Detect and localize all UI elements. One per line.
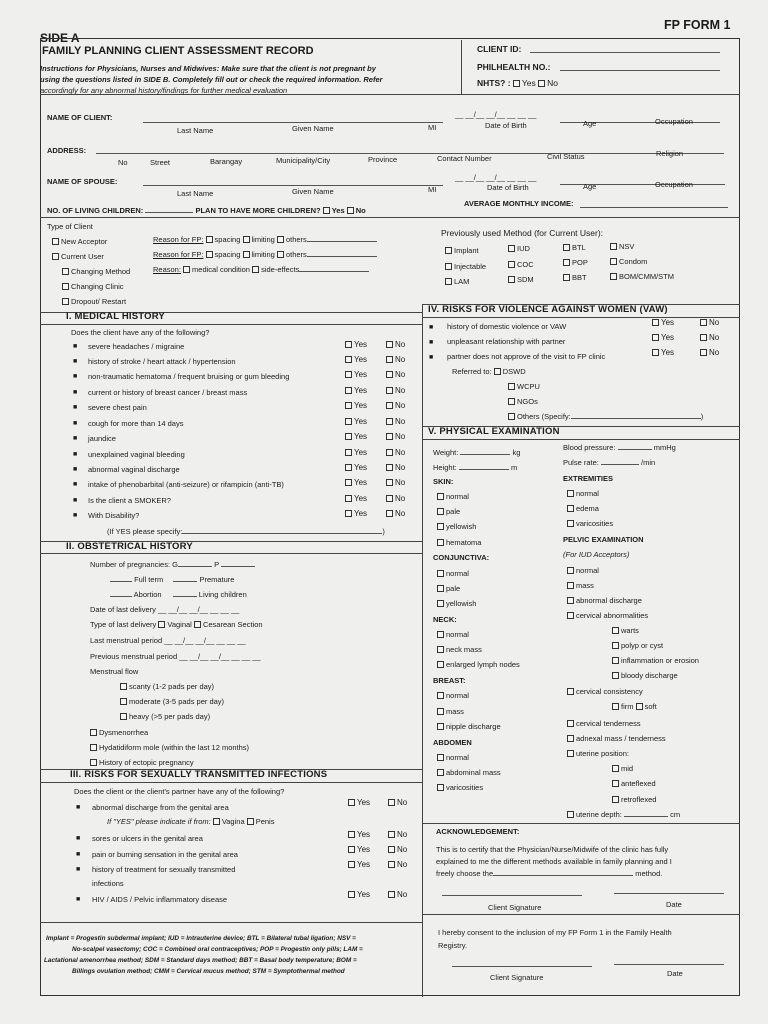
street-caption: Street [150,158,171,167]
medical-item-5-label: cough for more than 14 days [88,419,184,428]
breast-nipple-discharge[interactable]: nipple discharge [437,722,501,731]
referred-row: Referred to: DSWD [452,367,526,376]
sti-question: Does the client or the client's partner have any of the following? [74,787,285,796]
physical-exam-title: V. PHYSICAL EXAMINATION [428,426,560,437]
current-user-option[interactable]: Current User [52,252,104,261]
more-children-yes-checkbox[interactable] [323,207,330,214]
soft-checkbox[interactable] [636,703,643,710]
flow-heavy[interactable]: heavy (>5 per pads day) [120,712,210,721]
bullet: ■ [429,339,434,346]
last-delivery-date[interactable]: __ __/__ __/__ __ __ __ [157,605,240,614]
uterus-retroflexed[interactable]: retroflexed [612,795,656,804]
instructions-line2: using the questions listed in SIDE B. Completely fill out or check the required information. Refer [40,75,383,84]
sti-pain-no[interactable]: No [388,845,407,854]
medical-item-10-no[interactable]: No [386,494,405,503]
client-signature-line-2[interactable] [452,966,592,967]
cu-spacing-checkbox[interactable] [206,251,213,258]
lmp-row: Last menstrual period __ __/__ __/__ __ __ __ [90,636,246,645]
vagina-checkbox[interactable] [213,818,220,825]
pregnancies-row: Number of pregnancies: G P [90,560,255,569]
ext-normal[interactable]: normal [567,489,599,498]
ack-line2: explained to me the different methods available in family planning and I [436,857,672,866]
medical-item-3-label: current or history of breast cancer / breast mass [88,388,248,397]
sti-sores-label: sores or ulcers in the genital area [92,834,203,843]
reason-spacing-checkbox[interactable] [206,236,213,243]
occupation-caption: Occupation [655,117,693,126]
date-caption-2: Date [667,969,683,978]
medical-item-9-label: intake of phenobarbital (anti-seizure) or rifampicin (anti-TB) [88,480,284,489]
bullet: ■ [76,866,81,873]
consent-line2: Registry. [438,941,468,950]
vaw-domestic-yes[interactable]: Yes [652,318,674,327]
given-name-caption: Given Name [292,124,334,133]
lmp-date[interactable]: __ __/__ __/__ __ __ __ [164,636,246,645]
medical-item-10-yes[interactable]: Yes [345,494,367,503]
vaw-partner-yes[interactable]: Yes [652,348,674,357]
bullet: ■ [429,354,434,361]
adnexal-mass[interactable]: adnexal mass / tenderness [567,734,666,743]
last-name-caption: Last Name [177,126,214,135]
record-title: FAMILY PLANNING CLIENT ASSESSMENT RECORD [42,45,314,57]
medical-item-7-label: unexplained vaginal bleeding [88,450,185,459]
bullet: ■ [73,435,78,442]
abdomen-normal[interactable]: normal [437,753,469,762]
instructions-line1: Instructions for Physicians, Nurses and Midwives: Make sure that the client is not pregnant by [40,64,376,73]
medical-item-4-label: severe chest pain [88,403,147,412]
children-field[interactable] [145,212,193,213]
spouse-dob-field[interactable]: __ __/__ __/__ __ __ __ [455,173,537,182]
chosen-method-field[interactable] [493,875,633,876]
new-acceptor-option[interactable]: New Acceptor [52,237,107,246]
living-children-field[interactable] [173,596,197,597]
bp-row: Blood pressure: mmHg [563,443,676,452]
sti-pain-yes[interactable]: Yes [348,845,370,854]
nhts-label: NHTS? : Yes No [477,78,559,88]
sti-source-row: If "YES" please indicate if from: Vagina Penis [107,817,275,826]
sti-discharge-yes[interactable]: Yes [348,798,370,807]
philhealth-label: PHILHEALTH NO.: [477,62,551,72]
income-label: AVERAGE MONTHLY INCOME: [464,199,574,208]
spouse-given-name-caption: Given Name [292,187,334,196]
vaw-title: IV. RISKS FOR VIOLENCE AGAINST WOMEN (VAW) [428,304,668,315]
address-no-caption: No [118,158,128,167]
client-name-label: NAME OF CLIENT: [47,113,113,122]
sti-sores-yes[interactable]: Yes [348,830,370,839]
uterine-depth[interactable]: uterine depth: cm [567,810,680,819]
breast-mass[interactable]: mass [437,707,464,716]
sti-sores-no[interactable]: No [388,830,407,839]
weight-field[interactable] [460,454,510,455]
method-condom[interactable]: Condom [610,257,647,266]
prev-method-title: Previously used Method (for Current User): [441,228,604,238]
breast-normal[interactable]: normal [437,691,469,700]
instructions-line3: accordingly for any abnormal history/findings for further medical evaluation [40,86,288,95]
client-signature-line-1[interactable] [442,895,582,896]
skin-yellowish[interactable]: yellowish [437,522,476,531]
method-nsv[interactable]: NSV [610,242,634,251]
pelvic-mass[interactable]: mass [567,581,594,590]
cervical-tenderness[interactable]: cervical tenderness [567,719,641,728]
spouse-last-name-caption: Last Name [177,189,214,198]
medical-item-0-label: severe headaches / migraine [88,342,185,351]
vaw-partner-label: partner does not approve of the visit to FP clinic [447,352,606,361]
consent-line1: I hereby consent to the inclusion of my FP Form 1 in the Family Health [438,928,672,937]
vaw-partner-no[interactable]: No [700,348,719,357]
method-btl[interactable]: BTL [563,243,586,252]
abortion-field[interactable] [110,596,132,597]
sti-hiv-yes[interactable]: Yes [348,890,370,899]
vaw-others-option[interactable]: Others (Specify: ) [508,412,703,421]
legend-line1: Implant = Progestin subdermal implant; IUD = Intrauterine device; BTL = Bilateral tubal ligation; NSV = [46,935,356,942]
conj-yellowish[interactable]: yellowish [437,599,476,608]
medical-item-0-yes[interactable]: Yes [345,340,367,349]
sti-treatment-label: history of treatment for sexually transmitted [92,865,236,874]
medical-item-2-no[interactable]: No [386,370,405,379]
disability-specify-field[interactable] [182,533,382,534]
medical-item-11-label: With Disability? [88,511,140,520]
method-bom[interactable]: BOM/CMM/STM [610,272,674,281]
bullet: ■ [73,343,78,350]
mi-caption: MI [428,123,437,132]
medical-condition-checkbox[interactable] [183,266,190,273]
wcpu-option[interactable]: WCPU [508,382,540,391]
ack-title: ACKNOWLEDGEMENT: [436,827,520,836]
term-row: Full term Premature [110,575,234,584]
legend-line3: Lactational amenorrhea method; SDM = Standard days method; BBT = Basal body temperature; BOM = [44,957,357,964]
pmp-row: Previous menstrual period __ __/__ __/__ __ __ __ [90,652,261,661]
method-iud[interactable]: IUD [508,244,530,253]
changing-method-option[interactable]: Changing Method [62,267,130,276]
medical-item-9-yes[interactable]: Yes [345,478,367,487]
hydatidiform-option[interactable]: Hydatidiform mole (within the last 12 months) [90,743,249,752]
sti-discharge-label: abnormal discharge from the genital area [92,803,229,812]
spouse-occupation-caption: Occupation [655,180,693,189]
medical-item-9-no[interactable]: No [386,478,405,487]
medical-question: Does the client have any of the following? [71,328,210,337]
method-injectable[interactable]: Injectable [445,262,486,271]
client-dob-field[interactable]: __ __/__ __/__ __ __ __ [455,110,537,119]
changing-clinic-option[interactable]: Changing Clinic [62,282,124,291]
uterus-anteflexed[interactable]: anteflexed [612,779,656,788]
bullet: ■ [76,851,81,858]
abdomen-varicosities[interactable]: varicosities [437,783,483,792]
sti-infections-label: infections [92,879,124,888]
spouse-dob-caption: Date of Birth [487,183,529,192]
ext-edema[interactable]: edema [567,504,599,513]
medical-item-5-yes[interactable]: Yes [345,417,367,426]
flow-scanty[interactable]: scanty (1-2 pads per day) [120,682,214,691]
date-caption-1: Date [666,900,682,909]
cu-limiting-checkbox[interactable] [243,251,250,258]
medical-item-1-label: history of stroke / heart attack / hypertension [88,357,236,366]
cervix-warts[interactable]: warts [612,626,639,635]
municipality-caption: Municipality/City [276,156,331,165]
province-caption: Province [368,155,398,164]
client-signature-caption-1: Client Signature [488,903,542,912]
conj-normal[interactable]: normal [437,569,469,578]
ack-line3: freely choose the method. [436,869,663,878]
sti-pain-label: pain or burning sensation in the genital area [92,850,238,859]
conjunctiva-label: CONJUNCTIVA: [433,553,490,562]
cervical-consistency[interactable]: cervical consistency [567,687,643,696]
abdomen-mass[interactable]: abdominal mass [437,768,501,777]
side-effects-checkbox[interactable] [252,266,259,273]
sti-hiv-label: HIV / AIDS / Pelvic inflammatory disease [92,895,228,904]
bullet: ■ [76,835,81,842]
cervical-abnormalities[interactable]: cervical abnormalities [567,611,648,620]
medical-item-5-no[interactable]: No [386,417,405,426]
new-acceptor-reasons: Reason for FP: spacing limiting others [153,235,377,244]
current-user-reasons: Reason for FP: spacing limiting others [153,250,377,259]
neck-lymph-nodes[interactable]: enlarged lymph nodes [437,660,520,669]
method-sdm[interactable]: SDM [508,275,534,284]
para-field[interactable] [221,566,255,567]
dob-caption: Date of Birth [485,121,527,130]
bullet: ■ [73,420,78,427]
ectopic-option[interactable]: History of ectopic pregnancy [90,758,194,767]
income-field[interactable] [580,207,728,208]
firm-checkbox[interactable] [612,703,619,710]
side-label: SIDE A [40,31,80,45]
nhts-yes-checkbox[interactable] [513,80,520,87]
neck-mass[interactable]: neck mass [437,645,482,654]
contact-caption: Contact Number [437,154,492,163]
spouse-mi-caption: MI [428,185,437,194]
dswd-checkbox[interactable] [494,368,501,375]
medical-item-7-no[interactable]: No [386,448,405,457]
bullet: ■ [73,481,78,488]
vaginal-checkbox[interactable] [158,621,165,628]
medical-item-0-no[interactable]: No [386,340,405,349]
dropout-option[interactable]: Dropout/ Restart [62,297,126,306]
date-line-1[interactable] [614,893,724,894]
sti-treatment-yes[interactable]: Yes [348,860,370,869]
bullet: ■ [73,497,78,504]
bullet: ■ [73,466,78,473]
sti-discharge-no[interactable]: No [388,798,407,807]
medical-item-10-label: Is the client a SMOKER? [88,496,171,505]
medical-history-title: I. MEDICAL HISTORY [66,311,165,322]
menstrual-flow-label: Menstrual flow [90,667,139,676]
address-label: ADDRESS: [47,146,87,155]
form-number: FP FORM 1 [664,18,731,32]
premature-field[interactable] [173,581,197,582]
neck-normal[interactable]: normal [437,630,469,639]
consistency-options: firm soft [612,702,657,711]
skin-hematoma[interactable]: hematoma [437,538,481,547]
nhts-no-checkbox[interactable] [538,80,545,87]
medical-item-3-no[interactable]: No [386,386,405,395]
weight-row: Weight: kg [433,448,521,457]
bullet: ■ [73,404,78,411]
sti-hiv-no[interactable]: No [388,890,407,899]
penis-checkbox[interactable] [247,818,254,825]
bullet: ■ [76,896,81,903]
medical-item-4-yes[interactable]: Yes [345,401,367,410]
sti-treatment-no[interactable]: No [388,860,407,869]
client-id-label: CLIENT ID: [477,44,522,54]
extremities-label: EXTREMITIES [563,474,614,483]
spouse-name-field[interactable] [143,185,443,186]
abortion-row: Abortion Living children [110,590,247,599]
skin-label: SKIN: [433,477,454,486]
method-coc[interactable]: COC [508,260,534,269]
medical-item-6-label: jaundice [88,434,116,443]
reason-others-checkbox[interactable] [277,236,284,243]
client-name-field[interactable] [143,122,443,123]
iud-note: (For IUD Acceptors) [563,550,630,559]
medical-item-7-yes[interactable]: Yes [345,448,367,457]
vaw-relationship-no[interactable]: No [700,333,719,342]
cervix-polyp[interactable]: polyp or cyst [612,641,663,650]
vaw-domestic-label: history of domestic violence or VAW [447,322,567,331]
client-type-title: Type of Client [47,222,93,231]
changing-method-reasons: Reason: medical condition side-effects [153,265,369,274]
spouse-label: NAME OF SPOUSE: [47,177,118,186]
philhealth-field[interactable] [560,70,720,71]
ack-line1: This is to certify that the Physician/Nurse/Midwife of the clinic has fully [436,845,669,854]
date-line-2[interactable] [614,964,724,965]
pelvic-abnormal-discharge[interactable]: abnormal discharge [567,596,642,605]
vaw-relationship-label: unpleasant relationship with partner [447,337,566,346]
vaw-relationship-yes[interactable]: Yes [652,333,674,342]
pulse-field[interactable] [601,464,639,465]
medical-item-11-yes[interactable]: Yes [345,509,367,518]
skin-pale[interactable]: pale [437,507,460,516]
medical-item-1-yes[interactable]: Yes [345,355,367,364]
medical-item-11-no[interactable]: No [386,509,405,518]
client-id-field[interactable] [530,52,720,53]
medical-item-2-yes[interactable]: Yes [345,370,367,379]
obstetrical-history-title: II. OBSTETRICAL HISTORY [66,541,193,552]
address-field[interactable] [96,153,724,154]
reason-limiting-checkbox[interactable] [243,236,250,243]
conj-pale[interactable]: pale [437,584,460,593]
medical-item-8-label: abnormal vaginal discharge [88,465,180,474]
vaw-domestic-no[interactable]: No [700,318,719,327]
age-caption: Age [583,119,597,128]
cervix-bloody-discharge[interactable]: bloody discharge [612,671,678,680]
medical-item-4-no[interactable]: No [386,401,405,410]
method-lam[interactable]: LAM [445,277,469,286]
flow-moderate[interactable]: moderate (3-5 pads per day) [120,697,224,706]
ngos-option[interactable]: NGOs [508,397,538,406]
bullet: ■ [76,804,81,811]
legend-line2: No-scalpel vasectomy; COC = Combined oral contraceptives; POP = Progestin only pills; LAM = [72,946,363,953]
method-bbt[interactable]: BBT [563,273,587,282]
height-field[interactable] [459,469,509,470]
bullet: ■ [73,512,78,519]
gravida-field[interactable] [178,566,212,567]
breast-label: BREAST: [433,676,466,685]
disability-specify: (If YES please specify: ) [107,527,385,536]
medical-item-3-yes[interactable]: Yes [345,386,367,395]
barangay-caption: Barangay [210,157,243,166]
full-term-field[interactable] [110,581,132,582]
method-implant[interactable]: Implant [445,246,479,255]
last-delivery-row: Date of last delivery __ __/__ __/__ __ __ __ [90,605,240,614]
ext-varicosities[interactable]: varicosities [567,519,613,528]
medical-item-2-label: non-traumatic hematoma / frequent bruising or gum bleeding [88,372,290,381]
spouse-age-caption: Age [583,182,597,191]
medical-item-6-yes[interactable]: Yes [345,432,367,441]
bullet: ■ [73,358,78,365]
medical-item-6-no[interactable]: No [386,432,405,441]
client-signature-caption-2: Client Signature [490,973,544,982]
uterus-mid[interactable]: mid [612,764,633,773]
uterine-position[interactable]: uterine position: [567,749,629,758]
bullet: ■ [429,324,434,331]
sti-title: III. RISKS FOR SEXUALLY TRANSMITTED INFECTIONS [70,769,328,780]
medical-item-8-yes[interactable]: Yes [345,463,367,472]
cesarean-checkbox[interactable] [194,621,201,628]
civil-status-caption: Civil Status [547,152,585,161]
method-pop[interactable]: POP [563,258,588,267]
pelvic-normal[interactable]: normal [567,566,599,575]
bp-field[interactable] [618,449,652,450]
medical-item-1-no[interactable]: No [386,355,405,364]
cu-others-checkbox[interactable] [277,251,284,258]
more-children-no-checkbox[interactable] [347,207,354,214]
pulse-row: Pulse rate: /min [563,458,656,467]
children-row: NO. OF LIVING CHILDREN: PLAN TO HAVE MORE CHILDREN? Yes No [47,206,366,215]
legend-line4: Billings ovulation method; CMM = Cervical mucus method; STM = Symptothermal method [72,968,345,975]
cervix-inflammation[interactable]: inflammation or erosion [612,656,699,665]
neck-label: NECK: [433,615,457,624]
medical-item-8-no[interactable]: No [386,463,405,472]
skin-normal[interactable]: normal [437,492,469,501]
bullet: ■ [73,389,78,396]
pelvic-label: PELVIC EXAMINATION [563,535,644,544]
bullet: ■ [73,373,78,380]
delivery-type-row: Type of last delivery Vaginal Cesarean Section [90,620,263,629]
height-row: Height: m [433,463,518,472]
bullet: ■ [73,451,78,458]
abdomen-label: ABDOMEN [433,738,472,747]
religion-caption: Religion [656,149,684,158]
dysmenorrhea-option[interactable]: Dysmenorrhea [90,728,148,737]
pmp-date[interactable]: __ __/__ __/__ __ __ __ [179,652,261,661]
